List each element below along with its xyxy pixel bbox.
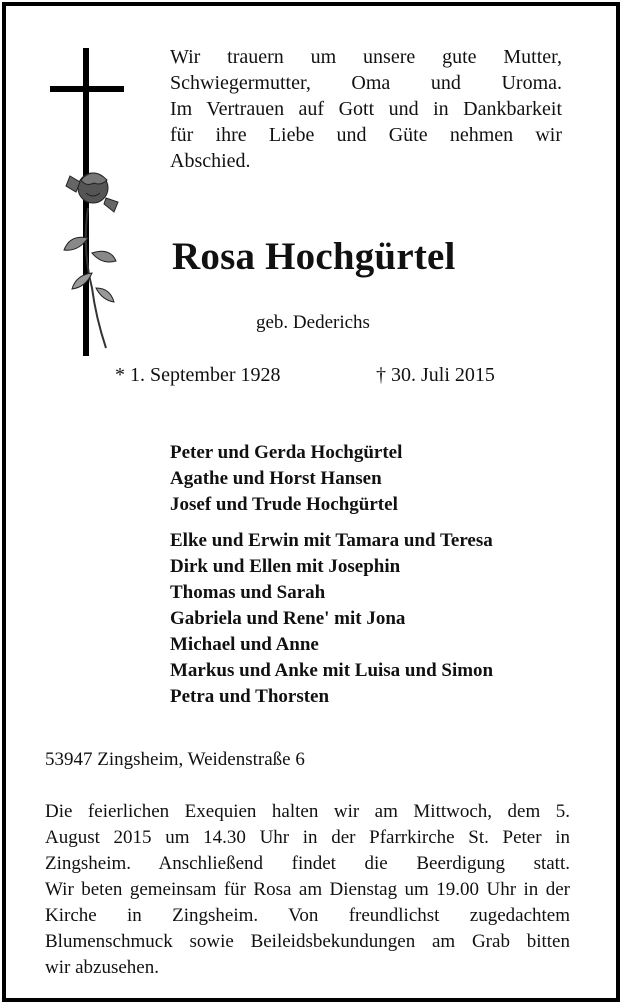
mourner-entry: Markus und Anke mit Luisa und Simon (170, 660, 494, 681)
mourner-entry: Peter und Gerda Hochgürtel (170, 442, 403, 463)
mourner-entry: Dirk und Ellen mit Josephin (170, 556, 401, 577)
deceased-name: Rosa Hochgürtel (172, 235, 456, 278)
funeral-notice (45, 799, 570, 981)
address: 53947 Zingsheim, Weidenstraße 6 (45, 749, 305, 770)
intro-text (170, 44, 562, 174)
mourners-list (170, 440, 493, 710)
intro-line: Schwiegermutter, Oma und Uroma. (170, 72, 562, 94)
intro-line: Wir trauern um unsere gute Mutter, (170, 46, 562, 68)
intro-line: Im Vertrauen auf Gott und in Dankbarkeit (170, 98, 562, 120)
notice-line: wir abzusehen. (45, 957, 159, 978)
birth-name: geb. Dederichs (256, 312, 370, 333)
notice-line: August 2015 um 14.30 Uhr in der Pfarrkirche St. Peter in (45, 827, 570, 848)
intro-line: für ihre Liebe und Güte nehmen wir (170, 124, 562, 146)
mourner-entry: Gabriela und Rene' mit Jona (170, 608, 406, 629)
notice-line: Die feierlichen Exequien halten wir am Mittwoch, dem 5. (45, 801, 570, 822)
mourner-entry: Thomas und Sarah (170, 582, 326, 603)
death-date: † 30. Juli 2015 (376, 364, 495, 386)
mourner-entry: Elke und Erwin mit Tamara und Teresa (170, 530, 493, 551)
mourner-entry: Petra und Thorsten (170, 686, 330, 707)
mourner-entry: Michael und Anne (170, 634, 319, 655)
notice-line: Kirche in Zingsheim. Von freundlichst zugedachtem (45, 905, 570, 926)
birth-date: * 1. September 1928 (115, 364, 281, 386)
mourner-entry: Agathe und Horst Hansen (170, 468, 382, 489)
intro-line: Abschied. (170, 150, 251, 172)
cross-with-rose-icon (48, 48, 138, 358)
notice-line: Wir beten gemeinsam für Rosa am Dienstag um 19.00 Uhr in der (45, 879, 570, 900)
mourner-entry: Josef und Trude Hochgürtel (170, 494, 398, 515)
notice-line: Blumenschmuck sowie Beileidsbekundungen am Grab bitten (45, 931, 570, 952)
notice-line: Zingsheim. Anschließend findet die Beerdigung statt. (45, 853, 570, 874)
